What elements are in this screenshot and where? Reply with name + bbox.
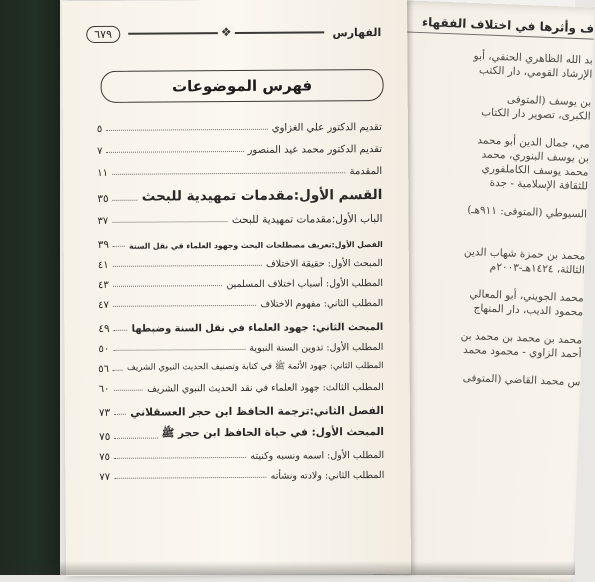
toc-entry-page: ٧٥ xyxy=(99,451,110,463)
right-page-line: للثقافة الإسلامية - جدة xyxy=(489,176,589,193)
toc-entry-page: ٧٥ xyxy=(99,430,111,443)
toc-entry-label: المطلب الأول: أسباب اختلاف المسلمين xyxy=(226,277,384,291)
toc-entry xyxy=(98,353,383,375)
toc-entry-label: تقديم الدكتور علي الغزاوي xyxy=(271,121,382,134)
leader-dots xyxy=(113,305,256,307)
toc-entry-label: المبحث الأول: في حياة الحافظ ابن حجر ﷺ xyxy=(161,425,385,440)
toc-entry-page: ٤٩ xyxy=(98,322,110,335)
bottom-shadow xyxy=(0,561,575,575)
right-page-line: محمد يوسف الكاملفوري xyxy=(481,162,589,179)
right-page-line: س محمد القاضي (المتوفى xyxy=(462,371,581,389)
right-page-line: محمود الديب، دار المنهاج xyxy=(473,302,584,319)
leader-dots xyxy=(113,246,125,247)
toc-entry-label: المطلب الثاني: جهود الأئمة ﷺ في كتابة وتصنيف الحديث النبوي الشريف xyxy=(126,360,384,373)
toc-entry-label: المبحث الأول: حقيقة الاختلاف xyxy=(265,257,383,270)
header-rule xyxy=(128,25,325,40)
leader-dots xyxy=(112,172,346,175)
leader-dots xyxy=(113,200,138,201)
toc-entry xyxy=(97,155,382,179)
toc-entry xyxy=(98,309,383,335)
leader-dots xyxy=(113,349,245,351)
toc-entry-label: المطلب الأول: اسمه ونسبه وكنيته xyxy=(250,449,385,462)
toc-entry xyxy=(99,373,384,395)
book-page xyxy=(62,0,411,576)
right-page-line: السيوطي (المتوفى: ٩١١هـ) xyxy=(467,203,588,221)
toc-entry xyxy=(99,417,384,443)
toc-entry xyxy=(97,111,382,135)
right-page-line: بد الله الظاهري الحنفي، أبو xyxy=(473,50,594,67)
toc-entry xyxy=(97,133,382,157)
leader-dots xyxy=(114,330,128,331)
toc-entry-page: ٣٥ xyxy=(97,192,109,205)
toc-entry-page: ٤٧ xyxy=(98,299,109,311)
leader-dots xyxy=(114,414,126,415)
right-page-line: بن يوسف البنوري، محمد xyxy=(481,148,590,165)
leader-dots xyxy=(114,457,246,459)
toc-entry-label: الباب الأول:مقدمات تمهيدية للبحث xyxy=(231,212,383,227)
right-page-line: الكبرى، تصوير دار الكتاب xyxy=(481,106,591,123)
toc-entry xyxy=(97,177,382,205)
page-number: ٦٧٩ xyxy=(86,25,120,42)
toc-entry xyxy=(97,203,382,227)
toc-entry xyxy=(98,249,383,271)
right-page-line: الإرشاد القومي، دار الكتب xyxy=(478,64,593,81)
toc-entry xyxy=(98,225,383,251)
toc-entry xyxy=(98,333,383,355)
toc-entry-label: المطلب الأول: تدوين السنة النبوية xyxy=(249,341,384,354)
right-page-header: ف وأثرها في اختلاف الفقهاء xyxy=(406,14,595,39)
table-of-contents xyxy=(97,111,385,483)
ornament-icon: ❖ xyxy=(218,26,235,38)
toc-entry-page: ٣٧ xyxy=(97,215,109,227)
page-header xyxy=(86,21,381,45)
toc-entry-label: الفصل الثاني:ترجمة الحافظ ابن حجر العسقلاني xyxy=(130,403,384,419)
right-page-lines xyxy=(396,49,593,392)
right-page-line: محمد بن حمزة شهاب الدين xyxy=(463,245,586,263)
right-page-line: أحمد الزاوي - محمود محمد xyxy=(462,343,582,361)
toc-entry-page: ٥٦ xyxy=(98,363,110,375)
right-page-line: محمد الجويني، أبو المعالي xyxy=(469,288,584,305)
right-page-line: الثالثة، ١٤٢٤هـ-٢٠٠٣م xyxy=(489,260,585,277)
leader-dots xyxy=(113,265,262,267)
leader-dots xyxy=(112,221,228,223)
toc-entry-page: ٥٠ xyxy=(98,343,110,355)
toc-entry-page: ٧٣ xyxy=(98,406,111,419)
leader-dots xyxy=(113,370,123,371)
right-page-line: بن يوسف (المتوفى xyxy=(506,93,592,109)
toc-entry-label: المطلب الثاني: مفهوم الاختلاف xyxy=(260,297,384,310)
leader-dots xyxy=(114,438,157,439)
right-page-line: محمد بن محمد بن محمد بن xyxy=(460,329,583,347)
toc-entry-page: ٣٩ xyxy=(97,238,110,251)
leader-dots xyxy=(106,129,267,131)
toc-entry-label: الفصل الأول:تعريف مصطلحات البحث وجهود العلماء في نقل السنة xyxy=(129,239,383,251)
toc-entry-page: ١١ xyxy=(97,167,108,179)
toc-title: فهرس الموضوعات xyxy=(172,76,313,96)
leader-dots xyxy=(114,477,267,479)
toc-title-box xyxy=(100,69,383,103)
toc-entry xyxy=(99,393,384,419)
toc-entry-label: تقديم الدكتور محمد عيد المنصور xyxy=(247,143,383,156)
toc-entry-page: ٤٣ xyxy=(97,279,109,291)
toc-entry-page: ٥ xyxy=(96,123,103,135)
toc-entry-label: المطلب الثالث: جهود العلماء في نقد الحديث النبوي الشريف xyxy=(147,381,384,395)
right-page-line: مي، جمال الدين أبو محمد xyxy=(477,134,590,151)
leader-dots xyxy=(106,151,243,153)
toc-entry-label: المقدمة xyxy=(349,165,383,178)
toc-entry-page: ٧٧ xyxy=(99,471,111,483)
leader-dots xyxy=(113,285,223,287)
toc-entry-label: القسم الأول:مقدمات تمهيدية للبحث xyxy=(141,186,383,205)
toc-entry-page: ٤١ xyxy=(97,259,109,271)
toc-entry-label: المطلب الثاني: ولادته ونشأته xyxy=(270,469,385,482)
toc-entry-page: ٧ xyxy=(97,145,103,157)
toc-entry xyxy=(99,441,384,463)
toc-entry xyxy=(98,269,383,291)
book-cover-edge xyxy=(0,0,60,575)
toc-entry xyxy=(99,461,384,483)
running-title: الفهارس xyxy=(332,25,382,39)
toc-entry-page: ٦٠ xyxy=(98,383,110,395)
toc-entry-label: المبحث الثاني: جهود العلماء في نقل السنة وضبطها xyxy=(131,321,384,335)
leader-dots xyxy=(113,390,143,391)
toc-entry xyxy=(98,289,383,311)
